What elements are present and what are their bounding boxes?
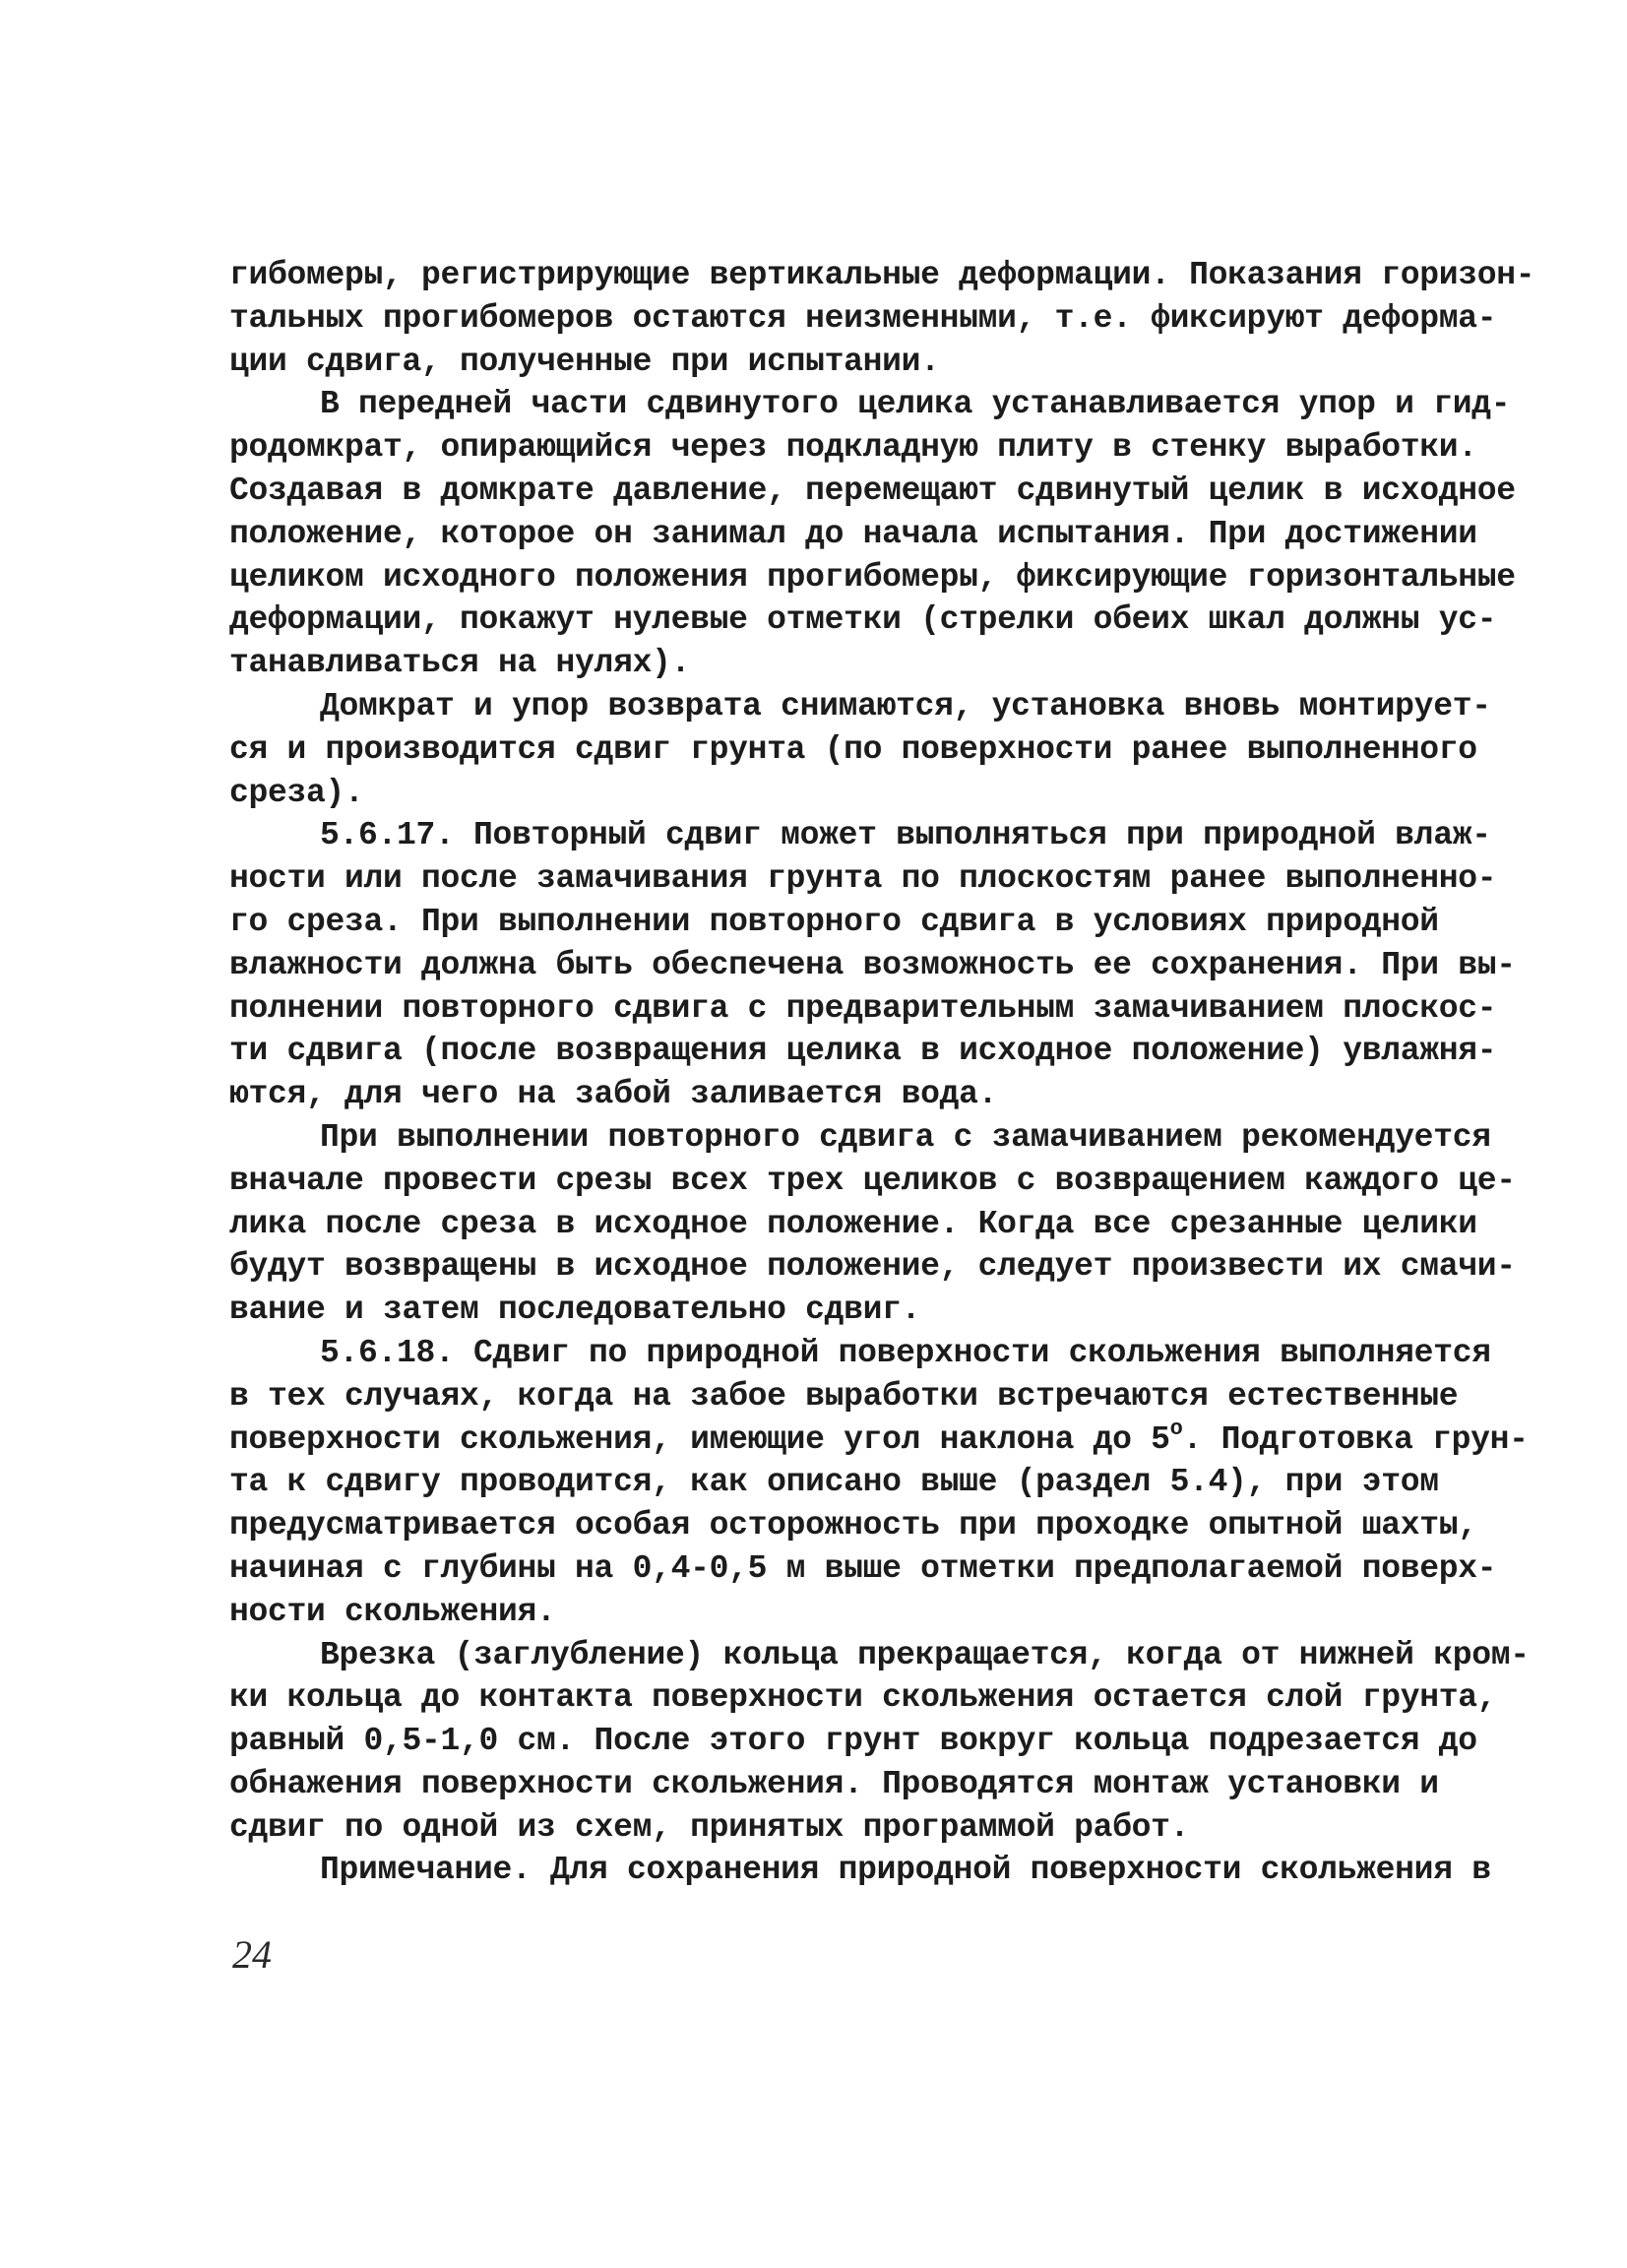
text-line: вание и затем последовательно сдвиг. xyxy=(229,1292,921,1329)
text-line: ности скольжения. xyxy=(229,1593,556,1630)
text-line-tail: . Подготовка грун- xyxy=(1182,1420,1529,1458)
text-line-start: поверхности скольжения, имеющие угол наклона до 5 xyxy=(229,1420,1170,1458)
text-line: ся и производится сдвиг грунта (по поверхности ранее выполненного xyxy=(229,730,1477,768)
text-line: деформации, покажут нулевые отметки (стрелки обеих шкал должны ус- xyxy=(229,601,1497,639)
text-line: влажности должна быть обеспечена возможность ее сохранения. При вы- xyxy=(229,946,1516,983)
text-line: ти сдвига (после возвращения целика в исходное положение) увлажня- xyxy=(229,1033,1497,1070)
text-line: ки кольца до контакта поверхности скольжения остается слой грунта, xyxy=(229,1679,1497,1717)
text-line: лика после среза в исходное положение. Когда все срезанные целики xyxy=(229,1205,1477,1242)
clause-5-6-17-line: 5.6.17. Повторный сдвиг может выполняться при природной влаж- xyxy=(320,817,1491,854)
paragraph-start-line: Врезка (заглубление) кольца прекращается, когда от нижней кром- xyxy=(320,1636,1530,1673)
text-line: будут возвращены в исходное положение, следует произвести их смачи- xyxy=(229,1248,1516,1286)
degree-superscript: о xyxy=(1169,1416,1183,1441)
text-line: ются, для чего на забой заливается вода. xyxy=(229,1076,998,1113)
text-line: предусматривается особая осторожность при проходке опытной шахты, xyxy=(229,1507,1477,1544)
paragraph-start-line: В передней части сдвинутого целика устанавливается упор и гид- xyxy=(320,386,1511,423)
text-line: равный 0,5-1,0 см. После этого грунт вокруг кольца подрезается до xyxy=(229,1723,1477,1760)
text-line: начиная с глубины на 0,4-0,5 м выше отметки предполагаемой поверх- xyxy=(229,1549,1497,1587)
text-line: полнении повторного сдвига с предварительным замачиванием плоскос- xyxy=(229,989,1497,1027)
text-line: та к сдвигу проводится, как описано выше (раздел 5.4), при этом xyxy=(229,1464,1439,1501)
text-line: среза). xyxy=(229,774,364,811)
text-line: в тех случаях, когда на забое выработки встречаются естественные xyxy=(229,1377,1459,1415)
text-line: тальных прогибомеров остаются неизменными, т.е. фиксируют деформа- xyxy=(229,299,1497,337)
text-line: целиком исходного положения прогибомеры, фиксирующие горизонтальные xyxy=(229,558,1516,596)
text-line: гибомеры, регистрирующие вертикальные деформации. Показания горизон- xyxy=(229,257,1535,293)
text-line: танавливаться на нулях). xyxy=(229,645,691,682)
text-line: родомкрат, опирающийся через подкладную плиту в стенку выработки. xyxy=(229,429,1477,467)
clause-5-6-18-line: 5.6.18. Сдвиг по природной поверхности скольжения выполняется xyxy=(320,1334,1491,1371)
text-line-with-degree xyxy=(229,1416,1529,1462)
text-line: вначале провести срезы всех трех целиков с возвращением каждого це- xyxy=(229,1162,1516,1199)
text-line: сдвиг по одной из схем, принятых программой работ. xyxy=(229,1808,1190,1846)
note-line: Примечание. Для сохранения природной поверхности скольжения в xyxy=(320,1852,1491,1889)
text-line: ции сдвига, полученные при испытании. xyxy=(229,343,940,380)
body-text xyxy=(229,254,1535,1892)
text-line: Создавая в домкрате давление, перемещают сдвинутый целик в исходное xyxy=(229,472,1516,509)
paragraph-start-line: При выполнении повторного сдвига с замачиванием рекомендуется xyxy=(320,1118,1491,1156)
text-line: положение, которое он занимал до начала испытания. При достижении xyxy=(229,515,1477,552)
text-line: обнажения поверхности скольжения. Проводятся монтаж установки и xyxy=(229,1765,1439,1802)
page-number: 24 xyxy=(232,1932,272,1977)
text-line: го среза. При выполнении повторного сдвига в условиях природной xyxy=(229,903,1439,940)
paragraph-start-line: Домкрат и упор возврата снимаются, установка вновь монтирует- xyxy=(320,687,1491,724)
text-line: ности или после замачивания грунта по плоскостям ранее выполненно- xyxy=(229,860,1497,898)
